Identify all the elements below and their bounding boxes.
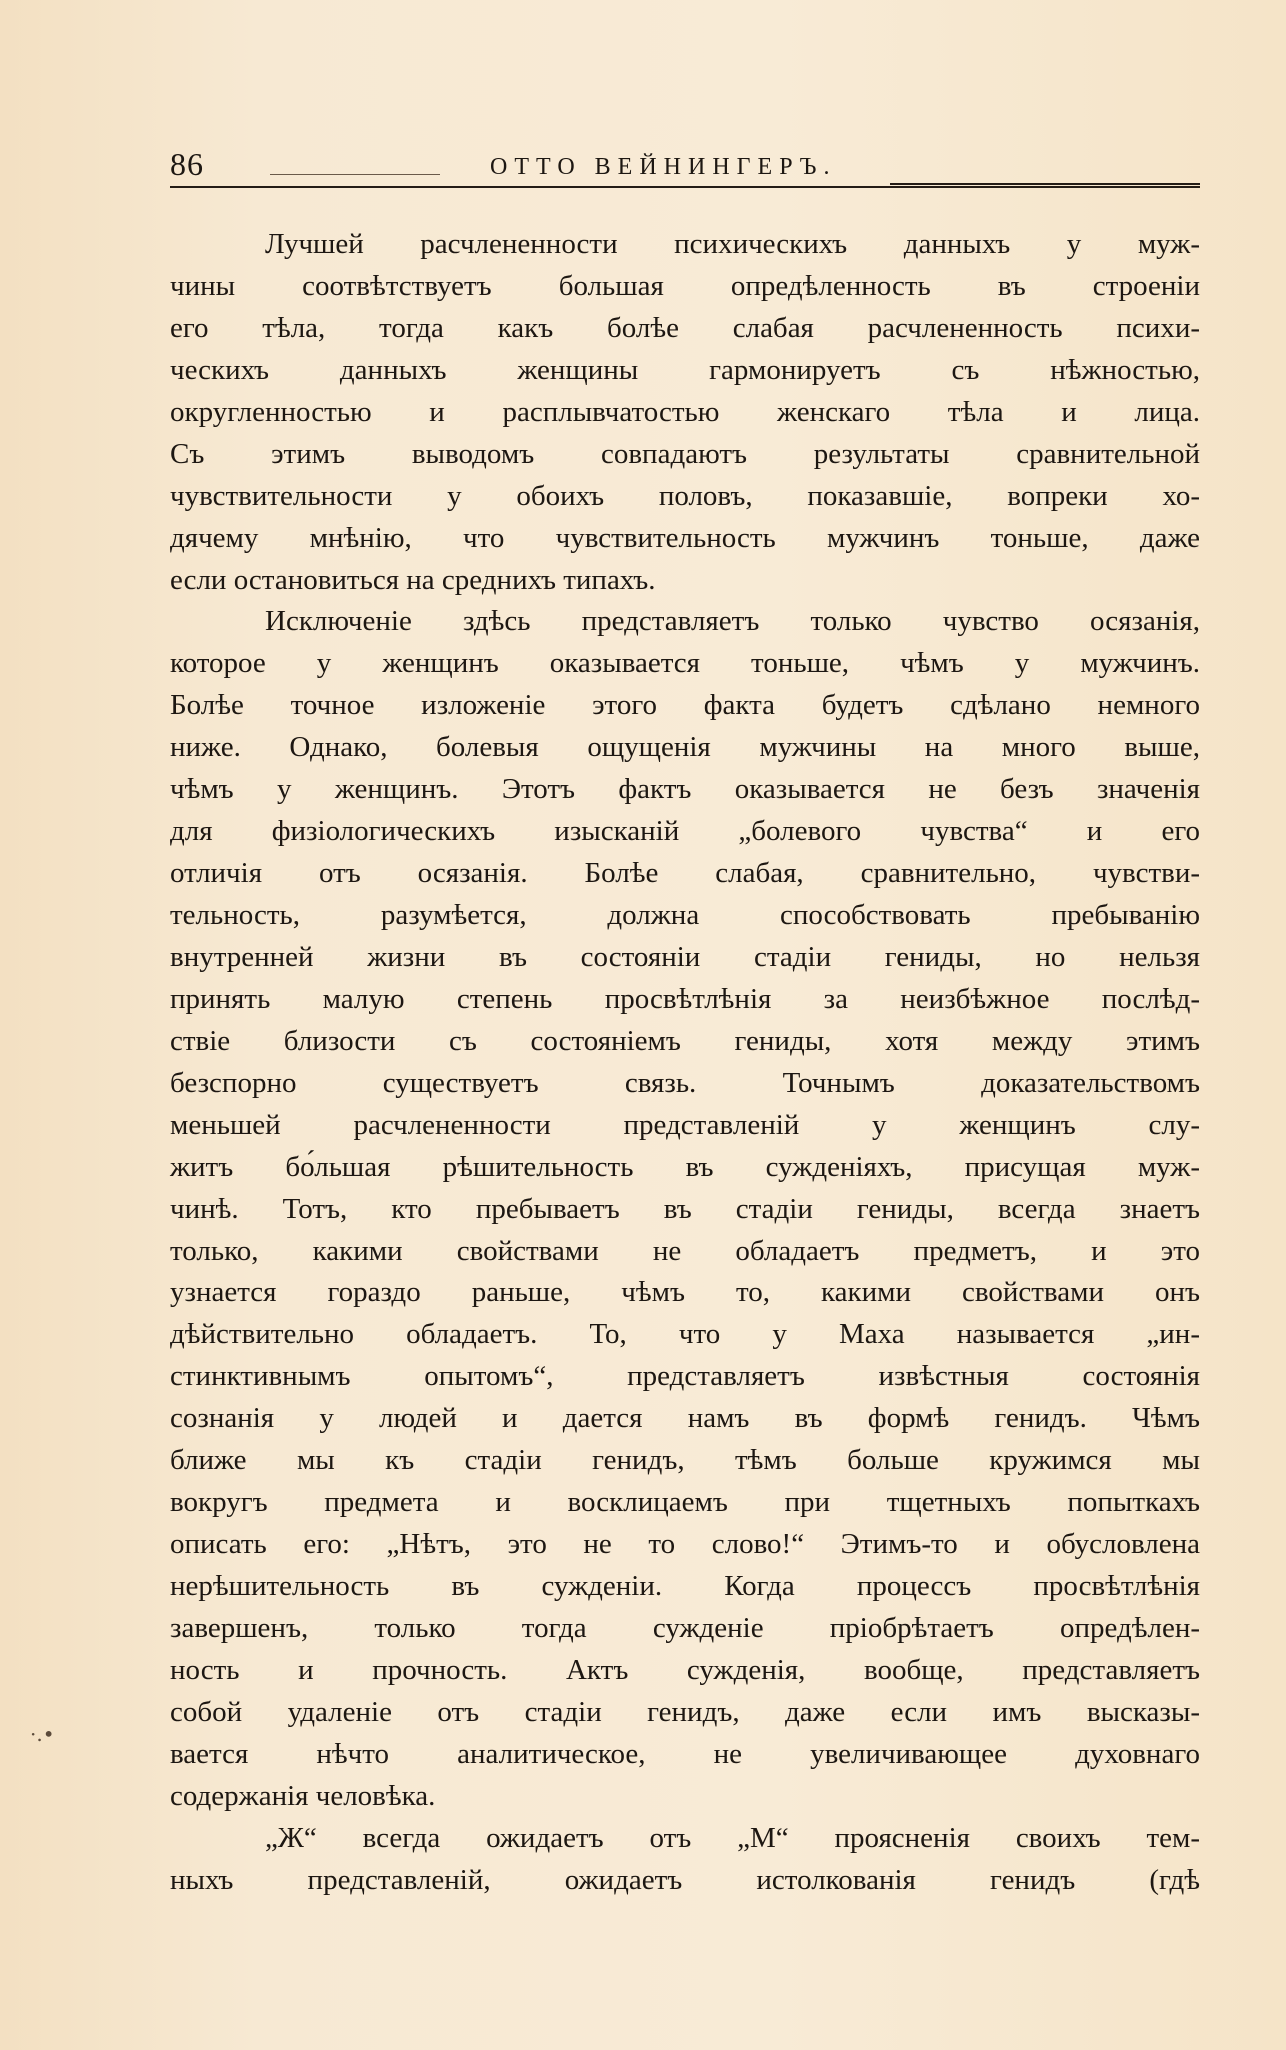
text-line: стинктивнымъ опытомъ“, представляетъ извѣстныя состоянія [170, 1360, 1200, 1393]
text-line: Съ этимъ выводомъ совпадаютъ результаты сравнительной [170, 437, 1200, 470]
header-rule-left [270, 174, 440, 175]
text-line: ность и прочность. Актъ сужденія, вообще, представляетъ [170, 1653, 1200, 1686]
page-header [170, 146, 1200, 186]
text-line: тельность, разумѣется, должна способствовать пребыванію [170, 899, 1200, 931]
text-line: дѣйствительно обладаетъ. То, что у Маха называется „ин- [170, 1318, 1200, 1351]
text-line: ныхъ представленій, ожидаетъ истолкованія генидъ (гдѣ [170, 1863, 1200, 1896]
margin-ink-spot: ·.• [30, 1722, 55, 1746]
text-line: житъ бо́льшая рѣшительность въ сужденіяхъ, присущая муж- [170, 1150, 1200, 1183]
text-line: Болѣе точное изложеніе этого факта будетъ сдѣлано немного [170, 689, 1200, 722]
text-line: безспорно существуетъ связь. Точнымъ доказательствомъ [170, 1066, 1200, 1099]
text-line: его тѣла, тогда какъ болѣе слабая расчлененность психи- [170, 311, 1200, 344]
header-rule-right [890, 183, 1200, 185]
text-line: ниже. Однако, болевыя ощущенія мужчины на много выше, [170, 731, 1200, 764]
text-line: собой удаленіе отъ стадіи генидъ, даже если имъ высказы- [170, 1695, 1200, 1728]
text-line: отличія отъ осязанія. Болѣе слабая, сравнительно, чувстви- [170, 857, 1200, 890]
text-line: внутренней жизни въ состояніи стадіи гениды, но нельзя [170, 940, 1200, 973]
text-line: для физіологическихъ изысканій „болевого чувства“ и его [170, 815, 1200, 848]
text-line: меньшей расчлененности представленій у женщинъ слу- [170, 1108, 1200, 1141]
body-text [170, 224, 1200, 1902]
text-line: завершенъ, только тогда сужденіе пріобрѣтаетъ опредѣлен- [170, 1611, 1200, 1644]
text-line: которое у женщинъ оказывается тоньше, чѣмъ у мужчинъ. [170, 647, 1200, 680]
text-line: чѣмъ у женщинъ. Этотъ фактъ оказывается не безъ значенія [170, 773, 1200, 806]
page-number: 86 [170, 146, 204, 182]
text-line: вокругъ предмета и восклицаемъ при тщетныхъ попыткахъ [170, 1486, 1200, 1519]
text-line: чувствительности у обоихъ половъ, показавшіе, вопреки хо- [170, 479, 1200, 512]
text-line: содержанія человѣка. [170, 1779, 436, 1812]
text-line: чинѣ. Тотъ, кто пребываетъ въ стадіи гениды, всегда знаетъ [170, 1192, 1200, 1225]
text-line: ческихъ данныхъ женщины гармонируетъ съ нѣжностью, [170, 353, 1200, 386]
text-line: „Ж“ всегда ожидаетъ отъ „М“ проясненія своихъ тем- [265, 1821, 1200, 1854]
text-line: ближе мы къ стадіи генидъ, тѣмъ больше кружимся мы [170, 1444, 1200, 1477]
text-line: узнается гораздо раньше, чѣмъ то, какими свойствами онъ [170, 1276, 1200, 1309]
text-line: ствіе близости съ состояніемъ гениды, хотя между этимъ [170, 1024, 1200, 1057]
text-line: Исключеніе здѣсь представляетъ только чувство осязанія, [265, 605, 1200, 638]
text-line: принять малую степень просвѣтлѣнія за неизбѣжное послѣд- [170, 982, 1200, 1015]
text-line: сознанія у людей и дается намъ въ формѣ генидъ. Чѣмъ [170, 1402, 1200, 1435]
text-line: Лучшей расчлененности психическихъ данныхъ у муж- [265, 228, 1200, 260]
text-line: округленностью и расплывчатостью женскаго тѣла и лица. [170, 395, 1200, 428]
text-line: дячему мнѣнію, что чувствительность мужчинъ тоньше, даже [170, 521, 1200, 554]
text-line: описать его: „Нѣтъ, это не то слово!“ Этимъ-то и обусловлена [170, 1528, 1200, 1561]
running-title: ОТТО ВЕЙНИНГЕРЪ. [490, 154, 837, 180]
text-line: чины соотвѣтствуетъ большая опредѣленность въ строеніи [170, 269, 1200, 302]
text-line: если остановиться на среднихъ типахъ. [170, 563, 656, 596]
text-line: нерѣшительность въ сужденіи. Когда процессъ просвѣтлѣнія [170, 1570, 1200, 1602]
text-line: вается нѣчто аналитическое, не увеличивающее духовнаго [170, 1737, 1200, 1770]
header-rule [170, 186, 1200, 188]
text-line: только, какими свойствами не обладаетъ предметъ, и это [170, 1234, 1200, 1267]
